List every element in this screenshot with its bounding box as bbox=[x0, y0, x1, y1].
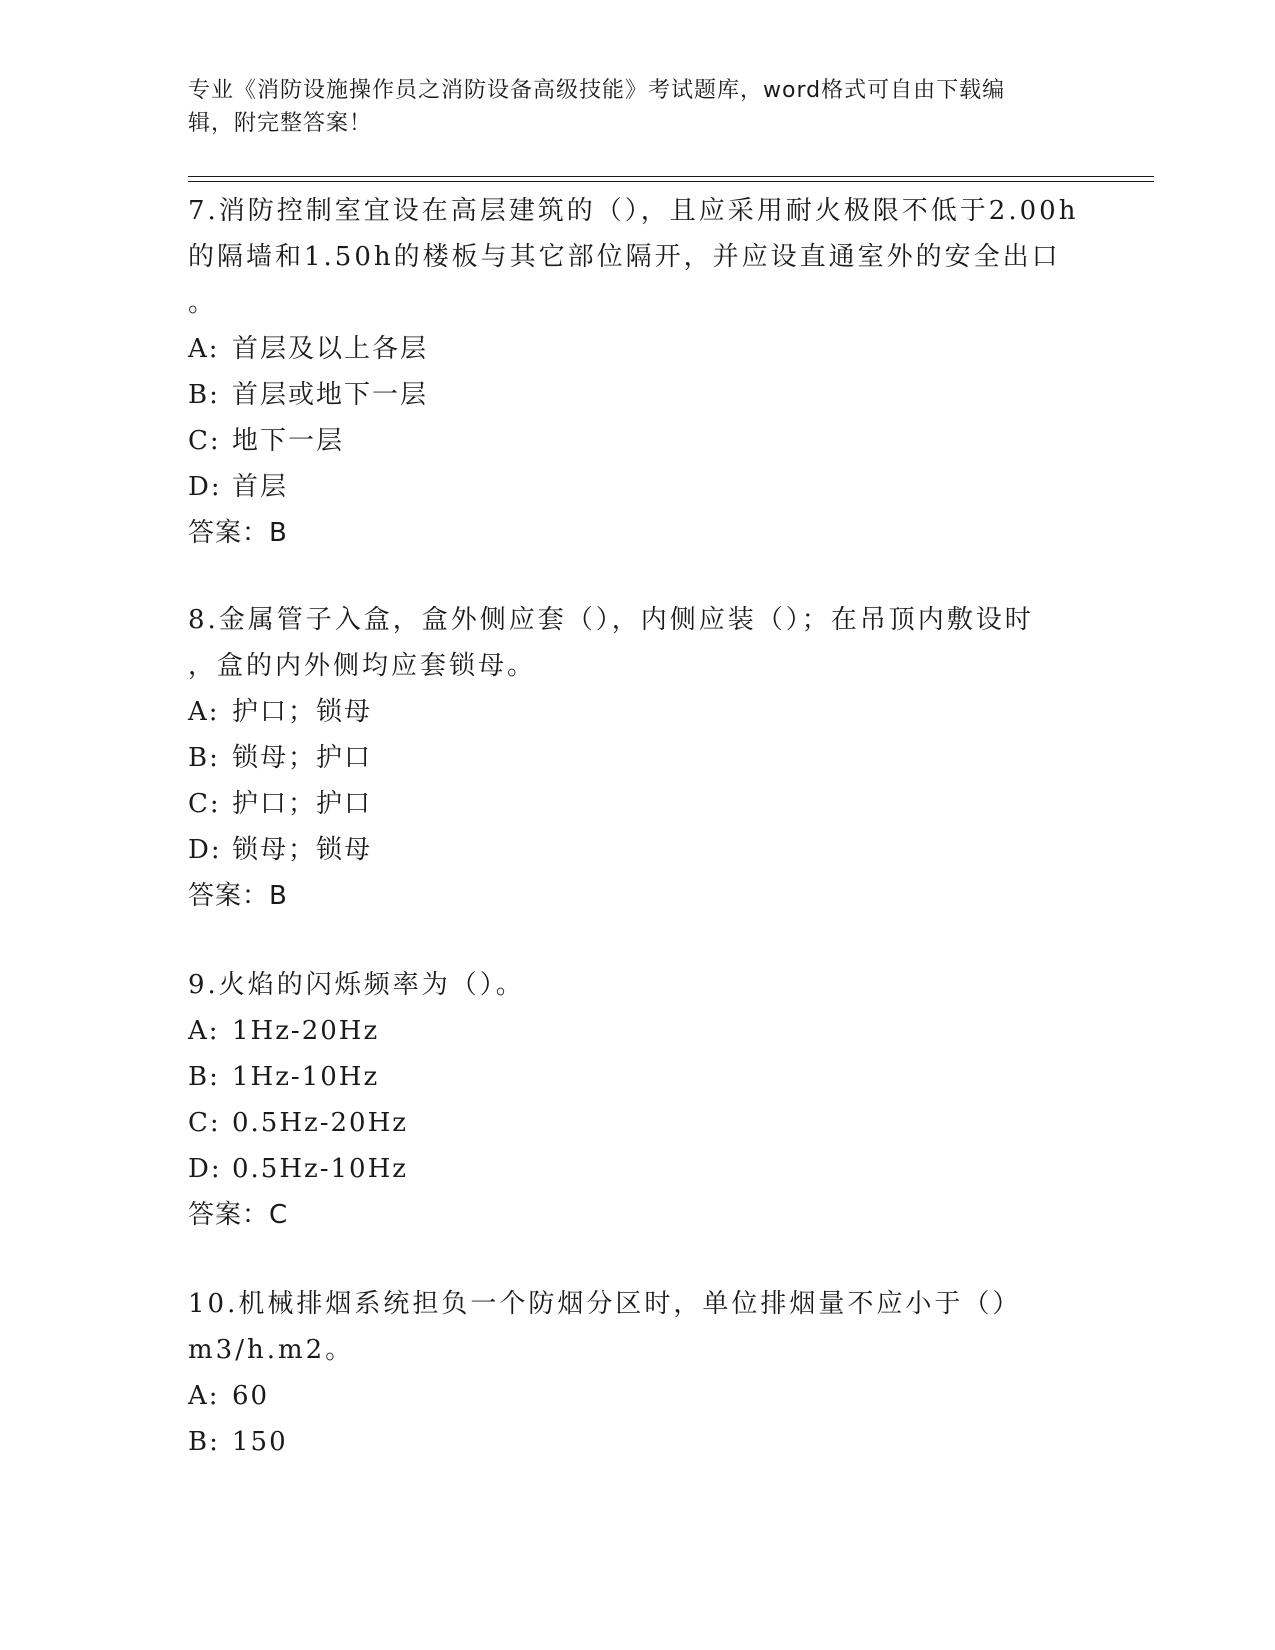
option-label: D: bbox=[188, 1154, 222, 1184]
header-divider-bottom bbox=[188, 181, 1154, 182]
stem-line: 9.火焰的闪烁频率为（）。 bbox=[188, 970, 525, 1000]
header-line-1: 专业《消防设施操作员之消防设备高级技能》考试题库，word格式可自由下载编 bbox=[188, 78, 1006, 103]
option-text: 护口；锁母 bbox=[232, 697, 373, 727]
option-label: B: bbox=[188, 1062, 220, 1092]
option-label: A: bbox=[188, 1381, 220, 1411]
answer: 答案：B bbox=[188, 881, 288, 911]
header-divider-top bbox=[188, 176, 1154, 177]
question-stem bbox=[188, 188, 1088, 326]
option-c bbox=[188, 1100, 1088, 1146]
question-10 bbox=[188, 1281, 1088, 1465]
option-b bbox=[188, 372, 1088, 418]
option-text: 1Hz-20Hz bbox=[232, 1016, 380, 1046]
question-stem bbox=[188, 597, 1088, 689]
question-9 bbox=[188, 962, 1088, 1238]
option-label: B: bbox=[188, 1427, 220, 1457]
option-text: 首层及以上各层 bbox=[232, 334, 429, 364]
stem-line: ，盒的内外侧均应套锁母。 bbox=[188, 651, 537, 681]
document-header bbox=[188, 74, 1068, 140]
option-b bbox=[188, 1054, 1088, 1100]
option-text: 首层 bbox=[232, 472, 289, 502]
stem-line: m3/h.m2。 bbox=[188, 1335, 355, 1365]
option-text: 1Hz-10Hz bbox=[232, 1062, 380, 1092]
option-a bbox=[188, 689, 1088, 735]
option-text: 地下一层 bbox=[232, 426, 345, 456]
option-label: A: bbox=[188, 697, 220, 727]
stem-line: 8.金属管子入盒，盒外侧应套（），内侧应装（）；在吊顶内敷设时 bbox=[188, 605, 1034, 635]
option-d bbox=[188, 464, 1088, 510]
option-label: D: bbox=[188, 835, 222, 865]
option-text: 护口；护口 bbox=[232, 789, 373, 819]
option-text: 首层或地下一层 bbox=[232, 380, 429, 410]
option-text: 60 bbox=[232, 1381, 270, 1411]
option-label: C: bbox=[188, 426, 221, 456]
option-label: A: bbox=[188, 334, 220, 364]
stem-line: 。 bbox=[188, 288, 218, 318]
option-d bbox=[188, 1146, 1088, 1192]
option-a bbox=[188, 326, 1088, 372]
option-label: D: bbox=[188, 472, 222, 502]
stem-line: 的隔墙和1.50h的楼板与其它部位隔开，并应设直通室外的安全出口 bbox=[188, 242, 1061, 272]
header-line-2: 辑，附完整答案！ bbox=[188, 111, 373, 136]
option-text: 锁母；锁母 bbox=[232, 835, 373, 865]
question-8 bbox=[188, 597, 1088, 919]
option-label: B: bbox=[188, 380, 220, 410]
answer: 答案：C bbox=[188, 1200, 289, 1230]
option-a bbox=[188, 1373, 1088, 1419]
option-label: B: bbox=[188, 743, 220, 773]
question-7 bbox=[188, 188, 1088, 556]
stem-line: 7.消防控制室宜设在高层建筑的（），且应采用耐火极限不低于2.00h bbox=[188, 196, 1079, 226]
option-c bbox=[188, 781, 1088, 827]
option-text: 0.5Hz-20Hz bbox=[232, 1108, 408, 1138]
option-d bbox=[188, 827, 1088, 873]
option-c bbox=[188, 418, 1088, 464]
option-text: 150 bbox=[232, 1427, 288, 1457]
question-stem bbox=[188, 962, 1088, 1008]
option-label: C: bbox=[188, 789, 221, 819]
option-b bbox=[188, 1419, 1088, 1465]
answer: 答案：B bbox=[188, 518, 288, 548]
option-label: A: bbox=[188, 1016, 220, 1046]
question-stem bbox=[188, 1281, 1088, 1373]
stem-line: 10.机械排烟系统担负一个防烟分区时，单位排烟量不应小于（） bbox=[188, 1289, 1022, 1319]
option-a bbox=[188, 1008, 1088, 1054]
option-text: 锁母；护口 bbox=[232, 743, 373, 773]
option-label: C: bbox=[188, 1108, 221, 1138]
option-text: 0.5Hz-10Hz bbox=[232, 1154, 408, 1184]
option-b bbox=[188, 735, 1088, 781]
